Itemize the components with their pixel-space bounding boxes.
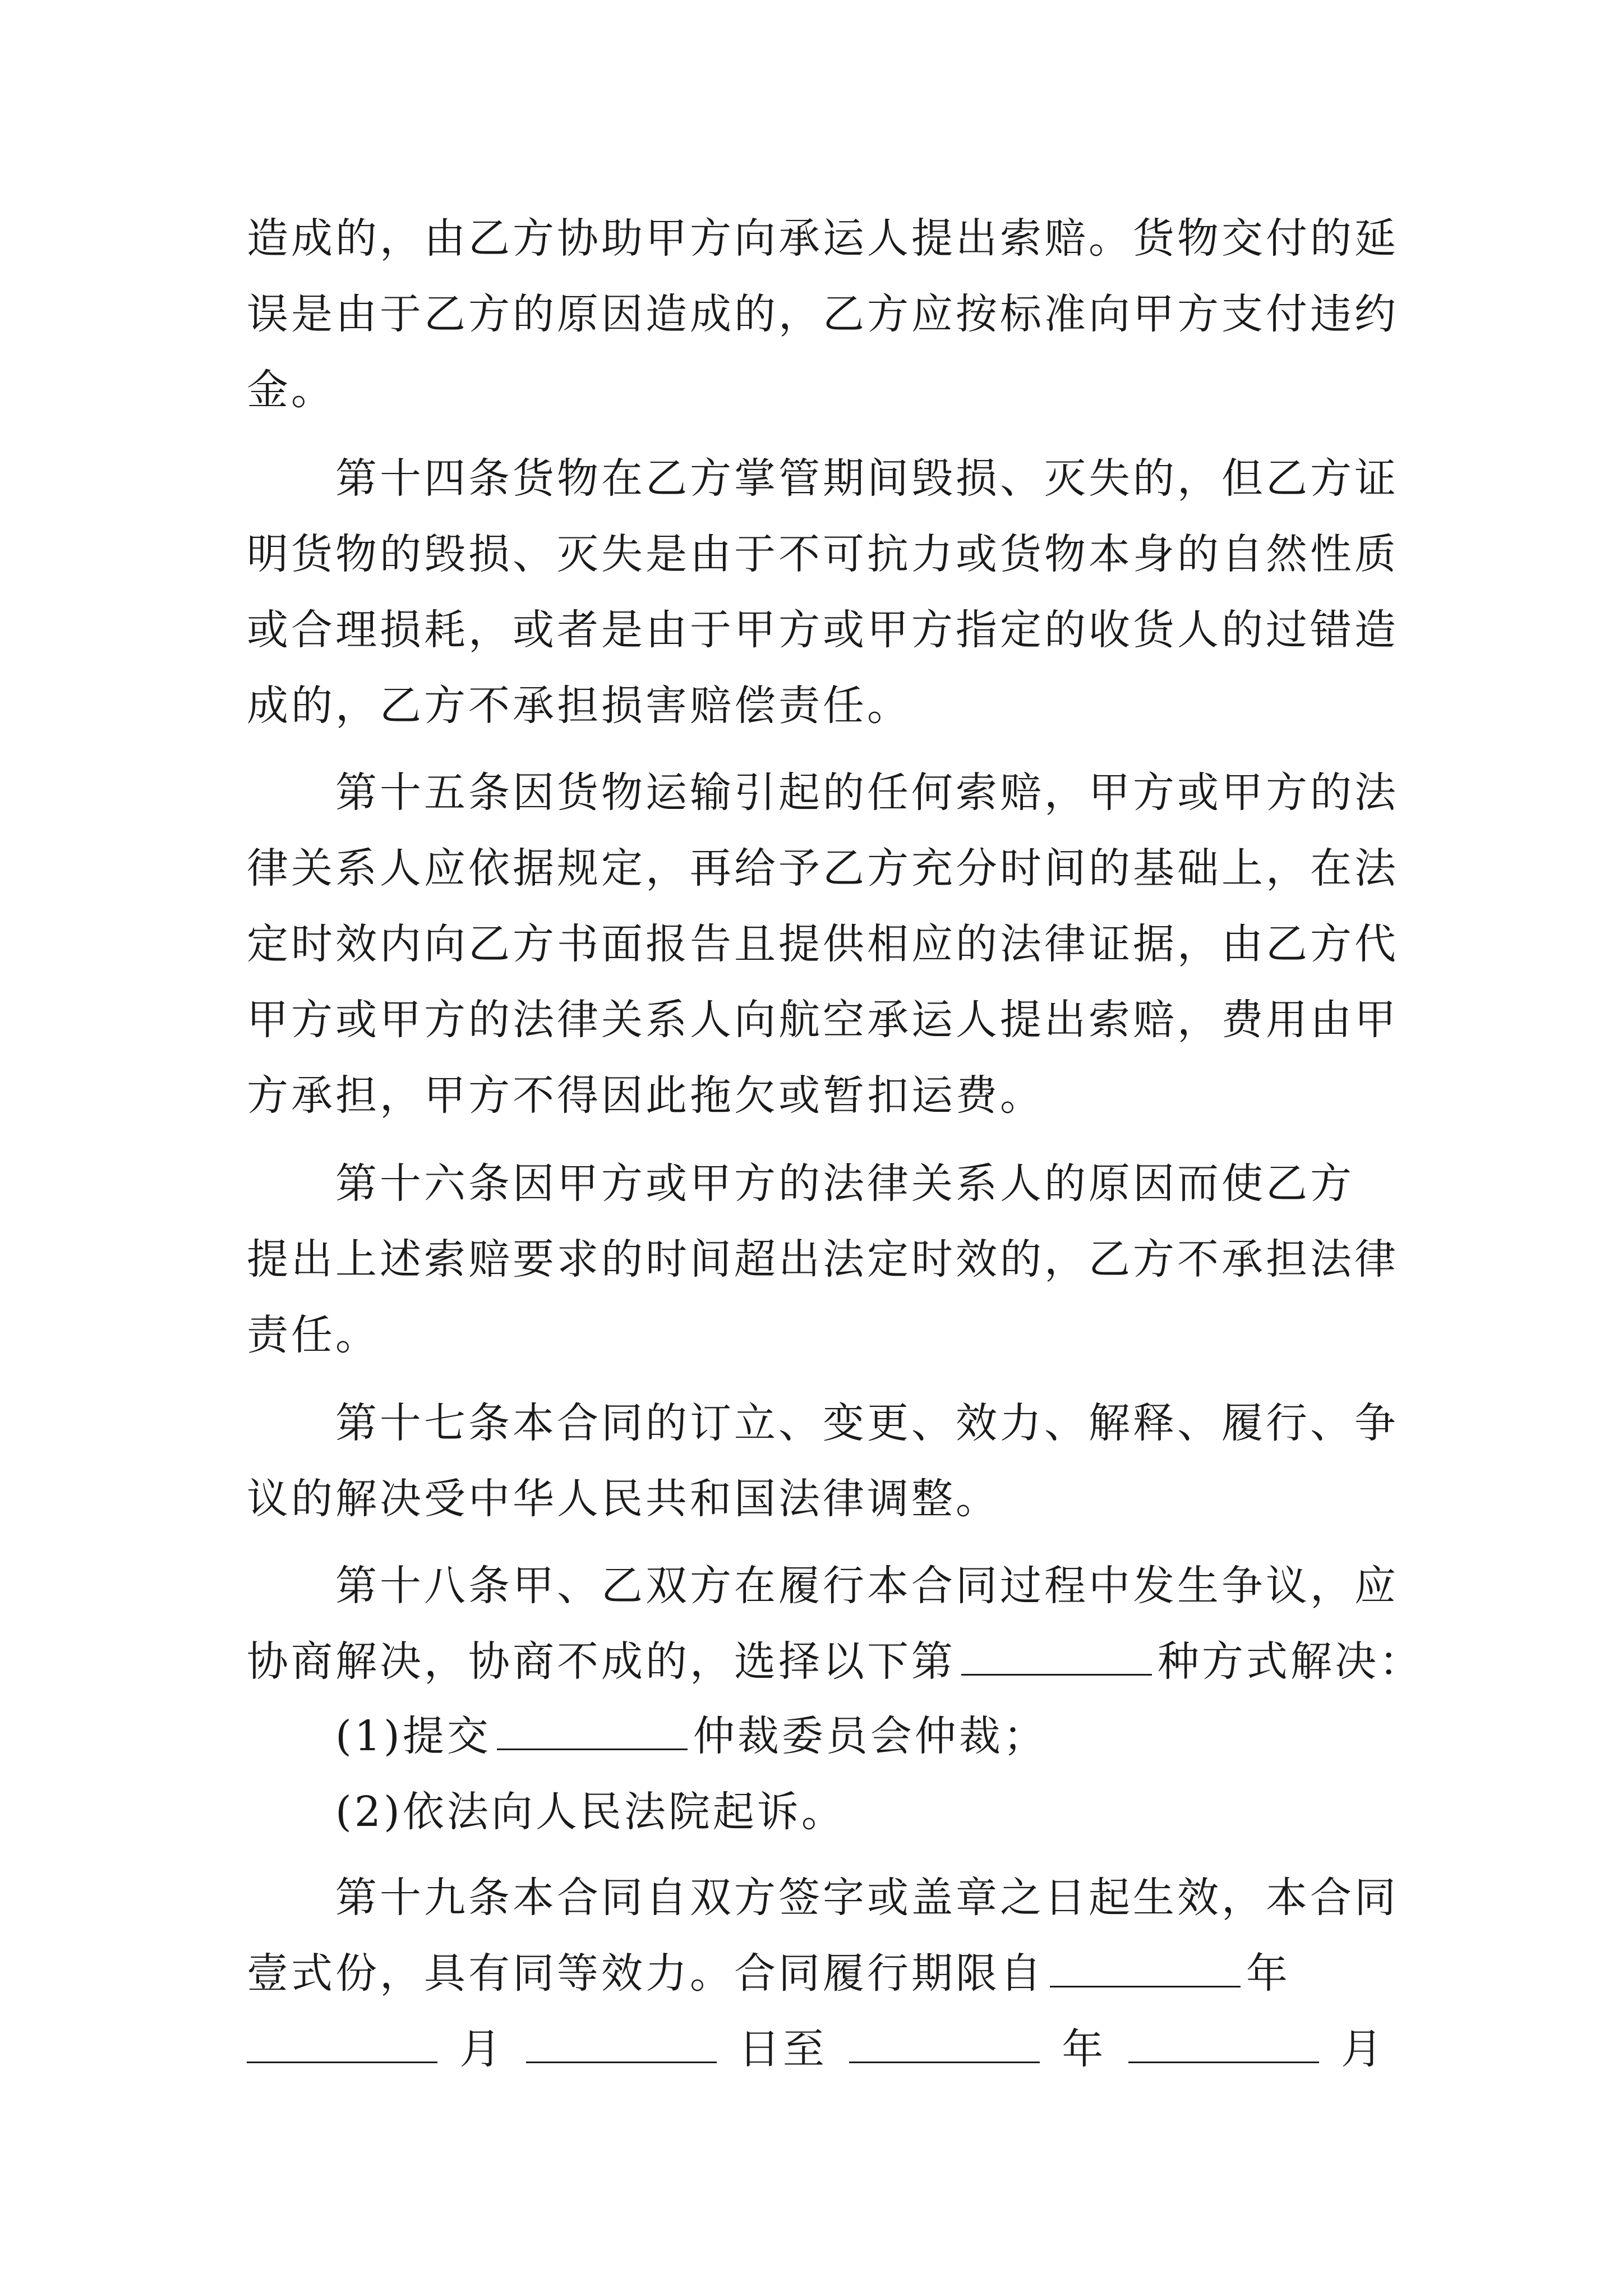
option-arbitration-text-after: 仲裁委员会仲裁； xyxy=(693,1712,1048,1760)
paragraph-line: 成的，乙方不承担损害赔偿责任。 xyxy=(247,682,911,730)
month-label: 月 xyxy=(1340,2025,1385,2073)
method-number-blank[interactable] xyxy=(961,1673,1152,1676)
article-14-line: 第十四条货物在乙方掌管期间毁损、灭失的，但乙方证 xyxy=(335,454,1399,503)
day-to-label: 日至 xyxy=(738,2025,827,2073)
option-arbitration-line xyxy=(335,1703,1385,1770)
paragraph-line: 定时效内向乙方书面报告且提供相应的法律证据，由乙方代 xyxy=(247,920,1399,968)
paragraph-line: 提出上述索赔要求的时间超出法定时效的，乙方不承担法律 xyxy=(247,1235,1399,1283)
paragraph-line: 责任。 xyxy=(247,1311,380,1359)
article-18-line: 第十八条甲、乙双方在履行本合同过程中发生争议，应 xyxy=(335,1562,1399,1610)
option-court-line: (2)依法向人民法院起诉。 xyxy=(335,1788,846,1836)
paragraph-line: 律关系人应依据规定，再给予乙方充分时间的基础上，在法 xyxy=(247,844,1399,892)
term-start-line xyxy=(247,1940,1385,2007)
start-year-blank[interactable] xyxy=(1050,1985,1241,1987)
start-day-blank[interactable] xyxy=(526,2061,717,2063)
article-15-line: 第十五条因货物运输引起的任何索赔，甲方或甲方的法 xyxy=(335,769,1399,817)
article-16-line: 第十六条因甲方或甲方的法律关系人的原因而使乙方 xyxy=(335,1159,1354,1208)
end-month-blank[interactable] xyxy=(1128,2061,1319,2063)
arbitration-commission-blank[interactable] xyxy=(497,1748,688,1750)
dispute-method-text-after: 种方式解决： xyxy=(1158,1637,1423,1686)
paragraph-line: 误是由于乙方的原因造成的，乙方应按标准向甲方支付违约 xyxy=(247,290,1399,338)
paragraph-line: 金。 xyxy=(247,366,335,414)
month-label: 月 xyxy=(459,2025,504,2073)
year-label: 年 xyxy=(1246,1949,1290,1998)
term-dates-line xyxy=(247,2016,1385,2083)
article-17-line: 第十七条本合同的订立、变更、效力、解释、履行、争 xyxy=(335,1399,1399,1447)
term-start-text: 壹式份，具有同等效力。合同履行期限自 xyxy=(247,1949,1044,1998)
start-month-blank[interactable] xyxy=(247,2061,437,2063)
paragraph-line: 方承担，甲方不得因此拖欠或暂扣运费。 xyxy=(247,1071,1044,1120)
paragraph-line: 或合理损耗，或者是由于甲方或甲方指定的收货人的过错造 xyxy=(247,606,1399,654)
dispute-method-text-before: 协商解决，协商不成的，选择以下第 xyxy=(247,1637,956,1686)
article-19-line: 第十九条本合同自双方签字或盖章之日起生效，本合同 xyxy=(335,1874,1399,1922)
year-label: 年 xyxy=(1062,2025,1106,2073)
paragraph-line: 议的解决受中华人民共和国法律调整。 xyxy=(247,1475,1000,1523)
end-year-blank[interactable] xyxy=(849,2061,1040,2063)
paragraph-line: 甲方或甲方的法律关系人向航空承运人提出索赔，费用由甲 xyxy=(247,996,1399,1044)
dispute-method-line xyxy=(247,1628,1423,1695)
paragraph-line: 明货物的毁损、灭失是由于不可抗力或货物本身的自然性质 xyxy=(247,530,1399,578)
paragraph-line: 造成的，由乙方协助甲方向承运人提出索赔。货物交付的延 xyxy=(247,214,1399,263)
option-arbitration-text-before: (1)提交 xyxy=(335,1712,491,1760)
